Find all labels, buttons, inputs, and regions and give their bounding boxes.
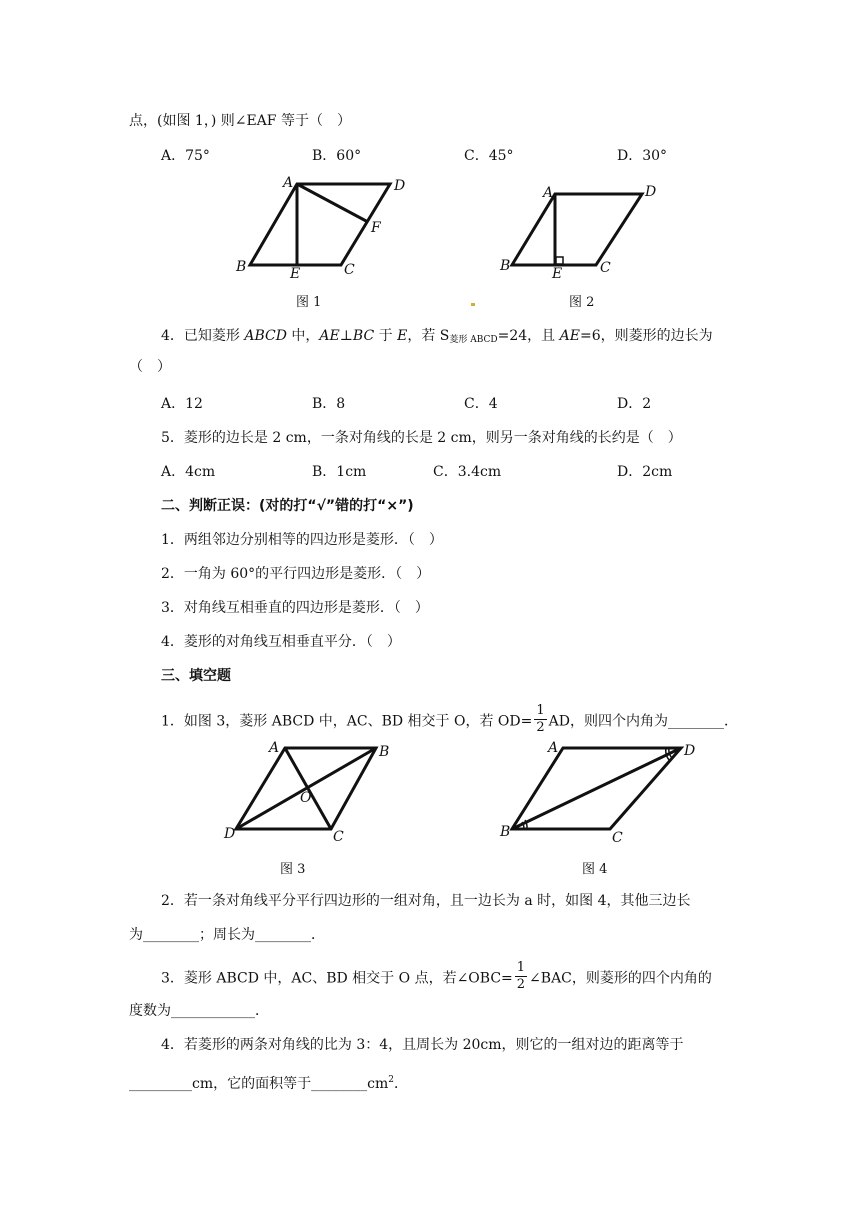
fig4-label-b: B bbox=[500, 824, 511, 840]
figure-1-caption: 图 1 bbox=[296, 295, 322, 310]
s3-q1-text: 1．如图 3，菱形 ABCD 中，AC、BD 相交于 O，若 OD= $\frac{1}{2}$ AD，则四个内角为________． bbox=[161, 703, 738, 735]
section-2-item-3: 3．对角线互相垂直的四边形是菱形．（ ） bbox=[161, 600, 429, 616]
fig3-label-b: B bbox=[379, 744, 390, 760]
s3-q4-line1: 4．若菱形的两条对角线的比为 3：4，且周长为 20cm，则它的一组对边的距离等于 bbox=[161, 1037, 684, 1053]
section-2-item-4: 4．菱形的对角线互相垂直平分．（ ） bbox=[161, 634, 401, 650]
figure-2-caption: 图 2 bbox=[569, 295, 595, 310]
fig4-label-c: C bbox=[612, 830, 623, 846]
q4-option-a: A．12 bbox=[161, 396, 203, 412]
section-3-heading: 三、填空题 bbox=[161, 668, 231, 684]
s3-q4-line2: _________cm，它的面积等于$\_\_\_\_\_\_\_\_cm^2$． bbox=[129, 1075, 408, 1092]
q5-option-b: B．1cm bbox=[312, 464, 367, 480]
fig1-label-a: A bbox=[283, 175, 294, 191]
fig4-label-d: D bbox=[684, 743, 696, 759]
fig3-label-o: O bbox=[300, 790, 312, 806]
q5-option-d: D．2cm bbox=[617, 464, 673, 480]
fig2-label-a: A bbox=[543, 185, 554, 201]
fig2-right-angle-mark bbox=[556, 257, 563, 264]
fig1-label-e: E bbox=[290, 266, 301, 282]
section-2-item-1: 1．两组邻边分别相等的四边形是菱形．（ ） bbox=[161, 532, 443, 548]
q4-text: 4．已知菱形 ABCD 中，AE⊥BC 于 E，若 $S_{菱形 ABCD}=24$，且 AE=6，则菱形的边长为 bbox=[161, 328, 713, 345]
fig3-label-d: D bbox=[224, 826, 236, 842]
s3-q2-line1: 2．若一条对角线平分平行四边形的一组对角，且一边长为 a 时，如图 4，其他三边长 bbox=[161, 893, 691, 909]
q5-text: 5．菱形的边长是 2 cm，一条对角线的长是 2 cm，则另一条对角线的长约是（ ） bbox=[161, 430, 682, 446]
q3-option-a: A．75° bbox=[161, 148, 210, 164]
fig1-label-d: D bbox=[394, 178, 406, 194]
q5-option-a: A．4cm bbox=[161, 464, 216, 480]
q4-option-c: C．4 bbox=[464, 396, 498, 412]
s3-q2-line2: 为________；周长为________． bbox=[129, 927, 325, 943]
s3-q3-text: 3．菱形 ABCD 中，AC、BD 相交于 O 点，若∠OBC= $\frac{1}{2}$ ∠BAC，则菱形的四个内角的 bbox=[161, 960, 712, 992]
fig4-label-a: A bbox=[548, 740, 559, 756]
q3-option-c: C．45° bbox=[464, 148, 514, 164]
fig1-segment-af bbox=[297, 184, 368, 222]
figure-4-caption: 图 4 bbox=[582, 862, 608, 877]
fig2-label-c: C bbox=[600, 260, 611, 276]
q3-option-d: D．30° bbox=[617, 148, 668, 164]
q3-text: 点，(如图 1，) 则∠EAF 等于（ ） bbox=[129, 113, 351, 129]
fig3-label-c: C bbox=[333, 829, 344, 845]
fig2-label-d: D bbox=[645, 184, 657, 200]
q5-option-c: C．3.4cm bbox=[433, 464, 502, 480]
fig2-parallelogram bbox=[512, 194, 642, 265]
fig1-label-b: B bbox=[236, 259, 247, 275]
s3-q3-line2: 度数为____________． bbox=[129, 1003, 269, 1019]
q4-text-line2: （ ） bbox=[129, 359, 171, 375]
scan-mark bbox=[471, 303, 475, 306]
section-2-item-2: 2．一角为 60°的平行四边形是菱形．（ ） bbox=[161, 566, 431, 582]
fig1-label-f: F bbox=[371, 220, 381, 236]
q4-option-d: D．2 bbox=[617, 396, 652, 412]
fig3-label-a: A bbox=[269, 740, 280, 756]
q4-option-b: B．8 bbox=[312, 396, 346, 412]
fig2-label-b: B bbox=[500, 258, 511, 274]
q3-option-b: B．60° bbox=[312, 148, 362, 164]
fig1-label-c: C bbox=[344, 262, 355, 278]
section-2-heading: 二、判断正误：(对的打“√”错的打“×”) bbox=[161, 498, 414, 514]
fig2-label-e: E bbox=[552, 266, 563, 282]
figure-3-caption: 图 3 bbox=[280, 862, 306, 877]
